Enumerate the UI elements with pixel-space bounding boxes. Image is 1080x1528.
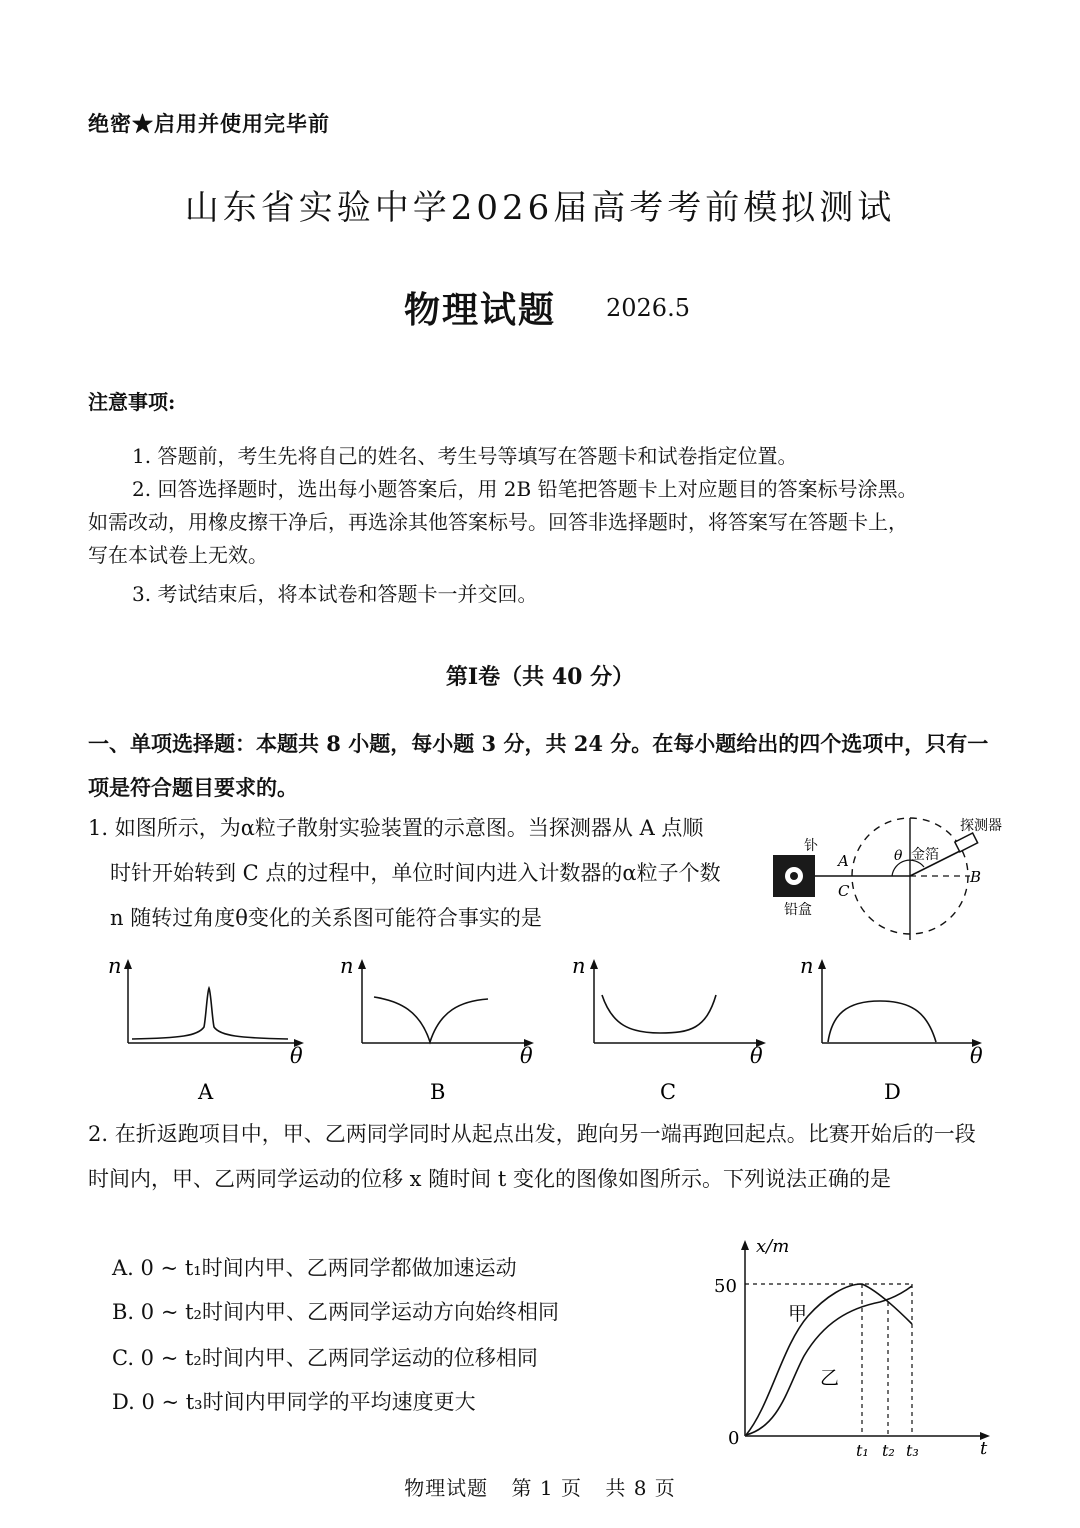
curve-b [374,997,488,1042]
label-detector: 探测器 [960,818,1002,834]
label-jia: 甲 [788,1303,808,1325]
section-heading [88,722,993,810]
tick-t1: t₁ [856,1441,869,1460]
section-heading-text: 一、单项选择题：本题共 8 小题，每小题 3 分，共 24 分。在每小题给出的四个选项中，只有一项是符合题目要求的。 [88,731,989,800]
svg-text:θ: θ [520,1044,533,1068]
question-2-option-b: B. 0 ~ t₂时间内甲、乙两同学运动方向始终相同 [112,1300,559,1324]
y-tick-50: 50 [714,1276,737,1297]
detector [955,833,978,852]
origin-label: 0 [728,1428,740,1449]
label-theta: θ [894,848,903,864]
footer-subject: 物理试题 [404,1476,489,1500]
curve-d [828,1001,936,1042]
question-1-line-1: 1. 如图所示，为α粒子散射实验装置的示意图。当探测器从 A 点顺 [88,816,704,840]
question-2-text: 2. 在折返跑项目中，甲、乙两同学同时从起点出发，跑向另一端再跑回起点。比赛开始后的一段时间内，甲、乙两同学运动的位移 x 随时间 t 变化的图像如图所示。下列说法正确的是 [88,1122,976,1191]
question-1-stem [88,806,768,941]
label-point-c: C [838,882,850,900]
curve-c [602,995,716,1033]
label-point-a: A [838,852,849,870]
volume-heading: 第Ⅰ卷（共 40 分） [445,664,635,690]
notice-item-2-line-2: 如需改动，用橡皮擦干净后，再选涂其他答案标号。回答非选择题时，将答案写在答题卡上， [88,510,908,534]
graph-d [800,955,983,1104]
question-2-option-c: C. 0 ~ t₂时间内甲、乙两同学运动的位移相同 [112,1346,538,1370]
svg-text:θ: θ [290,1044,303,1068]
graph-a-label: A [198,1080,214,1104]
notice-item-1: 1. 答题前，考生先将自己的姓名、考生号等填写在答题卡和试卷指定位置。 [132,444,798,468]
label-gold-foil: 金箔 [911,847,939,863]
label-point-b: B [970,868,982,886]
graph-c-label: C [660,1080,677,1104]
graph-b-label: B [430,1080,446,1104]
svg-text:n: n [800,955,814,978]
graph-d-label: D [884,1080,901,1104]
notice-heading: 注意事项: [88,390,176,414]
confidential-mark: 绝密★启用并使用完毕前 [88,111,330,136]
tick-t2: t₂ [882,1441,895,1460]
exam-date: 2026.5 [606,294,690,322]
exam-title: 山东省实验中学2026届高考考前模拟测试 [184,188,896,228]
subject-title: 物理试题 [404,289,557,331]
x-axis-label: t [980,1438,988,1459]
svg-text:n: n [108,955,122,978]
svg-text:n: n [572,955,586,978]
y-axis-label: x/m [756,1236,790,1257]
footer-page: 第 1 页 [511,1476,582,1500]
tick-t3: t₃ [906,1441,919,1460]
question-2-option-a: A. 0 ~ t₁时间内甲、乙两同学都做加速运动 [112,1256,517,1280]
question-2-xt-graph [700,1236,1000,1466]
notice-item-3: 3. 考试结束后，将本试卷和答题卡一并交回。 [132,582,538,606]
question-1-line-3: n 随转过角度θ变化的关系图可能符合事实的是 [110,906,542,930]
scattering-apparatus-figure [770,810,1010,950]
footer-total: 共 8 页 [605,1476,676,1500]
notice-item-2-line-3: 写在本试卷上无效。 [88,543,268,567]
svg-text:θ: θ [750,1044,763,1068]
label-lead-box: 铅盒 [784,902,812,918]
page-footer [0,1472,1080,1501]
curve-yi [746,1286,912,1435]
curve-jia [746,1284,912,1435]
graph-a [108,955,304,1104]
svg-text:n: n [340,955,354,978]
question-1-option-graphs [100,955,1000,1105]
label-yi: 乙 [820,1367,840,1389]
question-2-stem [88,1112,993,1202]
curve-a [132,988,288,1039]
notice-item-2-line-1: 2. 回答选择题时，选出每小题答案后，用 2B 铅笔把答题卡上对应题目的答案标号涂黑。 [132,477,918,501]
question-2-option-d: D. 0 ~ t₃时间内甲同学的平均速度更大 [112,1390,476,1414]
graph-b [340,955,534,1104]
question-1-line-2: 时针开始转到 C 点的过程中，单位时间内进入计数器的α粒子个数 [110,861,721,885]
graph-c [572,955,766,1104]
svg-text:θ: θ [970,1044,983,1068]
label-polonium: 钋 [804,838,818,854]
